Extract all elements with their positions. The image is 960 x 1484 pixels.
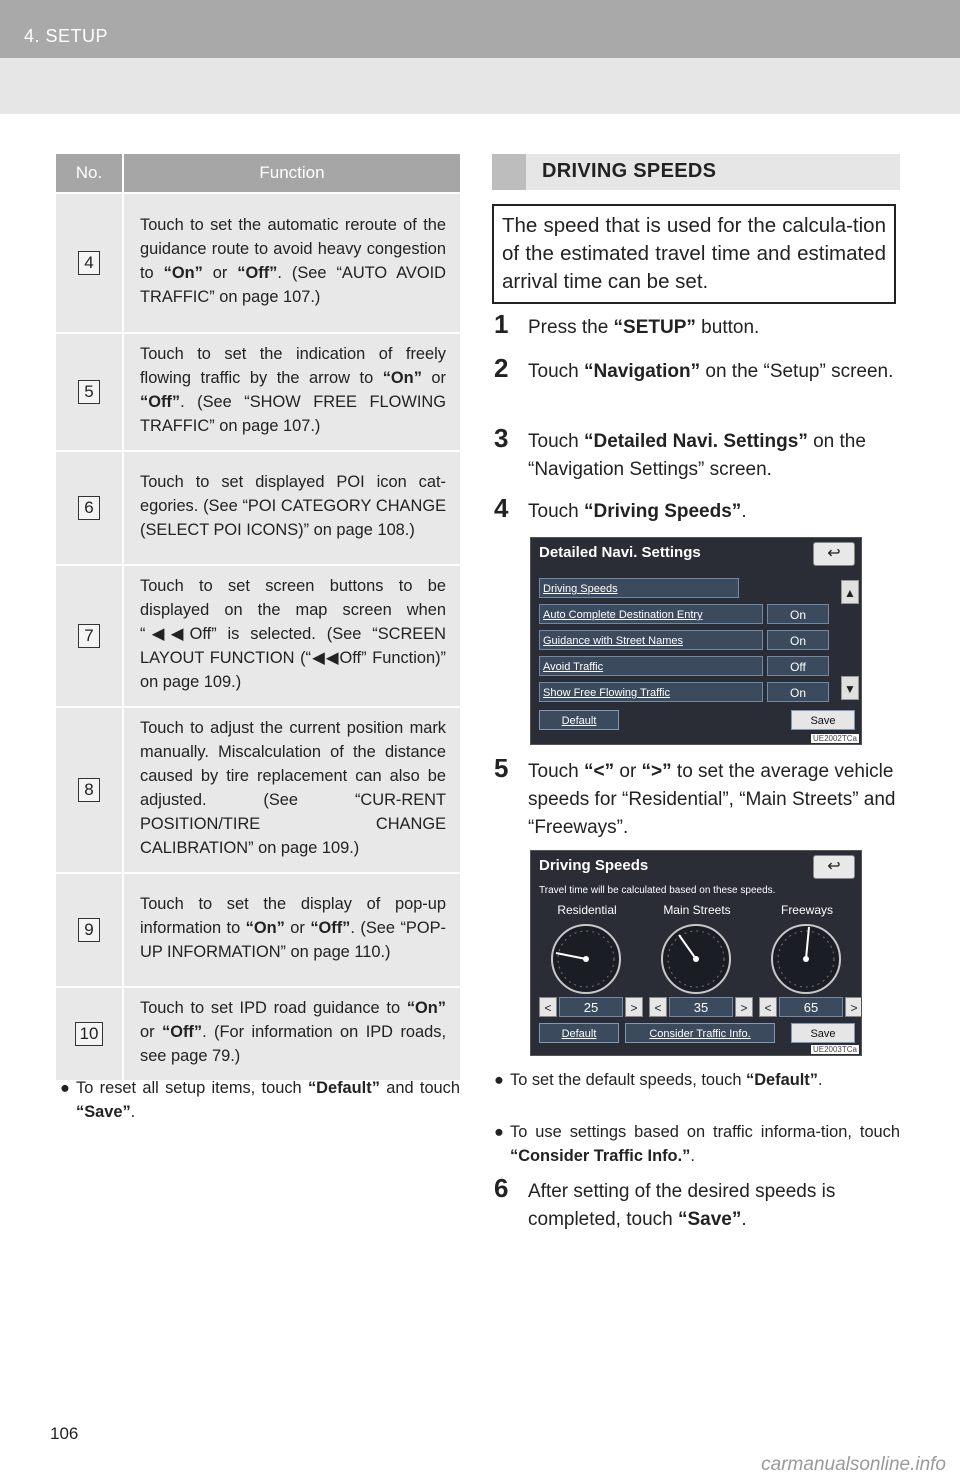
chevron-left-icon: < bbox=[654, 1001, 662, 1015]
main-streets-increase-button[interactable] bbox=[735, 997, 753, 1017]
avoid-traffic-button[interactable]: Avoid Traffic bbox=[539, 656, 763, 676]
main-streets-speedometer-icon bbox=[653, 919, 739, 995]
reset-note: ● To reset all setup items, touch “Default” and touch “Save”. bbox=[60, 1076, 460, 1124]
freeways-speed-control bbox=[759, 997, 862, 1017]
back-arrow-icon: ↩ bbox=[827, 545, 841, 562]
bullet-icon: ● bbox=[60, 1079, 70, 1097]
table-row bbox=[56, 987, 460, 1080]
main-streets-speed-control bbox=[649, 997, 753, 1017]
row-description: Touch to set screen buttons to be displayed on the map screen when “◀◀Off” is selected. (See “SCREEN LAYOUT FUNCTION (“◀◀Off” Function)” on page 109.) bbox=[123, 565, 460, 707]
scroll-down-button[interactable] bbox=[841, 676, 859, 700]
consider-traffic-info-button[interactable]: Consider Traffic Info. bbox=[625, 1023, 775, 1043]
col-no-header: No. bbox=[56, 154, 123, 193]
default-button[interactable]: Default bbox=[539, 1023, 619, 1043]
save-button[interactable]: Save bbox=[791, 1023, 855, 1043]
main-streets-label: Main Streets bbox=[663, 903, 731, 917]
main-streets-decrease-button[interactable] bbox=[649, 997, 667, 1017]
driving-speeds-button[interactable]: Driving Speeds bbox=[539, 578, 739, 598]
residential-decrease-button[interactable] bbox=[539, 997, 557, 1017]
function-table bbox=[56, 154, 460, 1080]
detailed-navi-settings-screen bbox=[530, 537, 862, 745]
screen-title: Detailed Navi. Settings bbox=[539, 544, 701, 561]
col-function-header: Function bbox=[123, 154, 460, 193]
row-number-box: 8 bbox=[78, 778, 100, 802]
table-row bbox=[56, 565, 460, 707]
row-description: Touch to set the automatic reroute of the guidance route to avoid heavy congestion to “On” or “Off”. (See “AUTO AVOID TRAFFIC” on page 107.) bbox=[123, 193, 460, 333]
screen-title: Driving Speeds bbox=[539, 857, 649, 874]
section-title: DRIVING SPEEDS bbox=[542, 160, 717, 182]
chevron-left-icon: < bbox=[544, 1001, 552, 1015]
table-row bbox=[56, 193, 460, 333]
free-flowing-traffic-value[interactable]: On bbox=[767, 682, 829, 702]
bullet-icon: ● bbox=[494, 1071, 504, 1089]
bullet-icon: ● bbox=[494, 1123, 504, 1141]
traffic-info-note: ● To use settings based on traffic informa-tion, touch “Consider Traffic Info.”. bbox=[494, 1120, 900, 1168]
residential-speedometer-icon bbox=[543, 919, 629, 995]
freeways-increase-button[interactable] bbox=[845, 997, 862, 1017]
screen-subtitle: Travel time will be calculated based on these speeds. bbox=[539, 885, 776, 896]
street-names-value[interactable]: On bbox=[767, 630, 829, 650]
chevron-right-icon: > bbox=[630, 1001, 638, 1015]
section-marker bbox=[492, 154, 526, 190]
main-streets-speed-value: 35 bbox=[669, 997, 733, 1017]
step-4: 4 Touch “Driving Speeds”. bbox=[494, 493, 747, 523]
residential-speed-control bbox=[539, 997, 643, 1017]
scroll-up-button[interactable] bbox=[841, 580, 859, 604]
step-1: 1 Press the “SETUP” button. bbox=[494, 309, 760, 339]
freeways-label: Freeways bbox=[780, 903, 833, 917]
row-description: Touch to set displayed POI icon cat-egories. (See “POI CATEGORY CHANGE (SELECT POI ICONS)” on page 108.) bbox=[123, 451, 460, 565]
default-button[interactable]: Default bbox=[539, 710, 619, 730]
page-header bbox=[0, 0, 960, 58]
back-button[interactable] bbox=[813, 855, 855, 879]
auto-complete-button[interactable]: Auto Complete Destination Entry bbox=[539, 604, 763, 624]
freeways-decrease-button[interactable] bbox=[759, 997, 777, 1017]
scroll-down-icon: ▼ bbox=[844, 682, 856, 696]
chevron-right-icon: > bbox=[850, 1001, 858, 1015]
residential-speed-value: 25 bbox=[559, 997, 623, 1017]
step-6: 6 After setting of the desired speeds is completed, touch “Save”. bbox=[494, 1173, 836, 1230]
row-description: Touch to set the indication of freely flowing traffic by the arrow to “On” or “Off”. (See “SHOW FREE FLOWING TRAFFIC” on page 107.) bbox=[123, 333, 460, 451]
chevron-right-icon: > bbox=[740, 1001, 748, 1015]
row-number-box: 10 bbox=[75, 1022, 103, 1046]
free-flowing-traffic-button[interactable]: Show Free Flowing Traffic bbox=[539, 682, 763, 702]
screen-code: UE2003TCa bbox=[812, 1045, 857, 1054]
scroll-up-icon: ▲ bbox=[844, 586, 856, 600]
back-button[interactable] bbox=[813, 542, 855, 566]
step-3: 3 Touch “Detailed Navi. Settings” on the “Navigation Settings” screen. bbox=[494, 423, 866, 480]
section-title-bar bbox=[492, 154, 900, 190]
freeways-speed-value: 65 bbox=[779, 997, 843, 1017]
row-description: Touch to set IPD road guidance to “On” or “Off”. (For information on IPD roads, see page 79.) bbox=[123, 987, 460, 1080]
header-band bbox=[0, 58, 960, 114]
auto-complete-value[interactable]: On bbox=[767, 604, 829, 624]
step-5: 5 Touch “<” or “>” to set the average vehicle speeds for “Residential”, “Main Streets” and “Freeways”. bbox=[494, 753, 896, 838]
table-row bbox=[56, 451, 460, 565]
back-arrow-icon: ↩ bbox=[827, 858, 841, 875]
step-2: 2 Touch “Navigation” on the “Setup” screen. bbox=[494, 353, 894, 383]
watermark: carmanualsonline.info bbox=[761, 1454, 946, 1475]
table-row bbox=[56, 873, 460, 987]
table-row bbox=[56, 707, 460, 873]
section-heading: 4. SETUP bbox=[24, 26, 109, 46]
street-names-button[interactable]: Guidance with Street Names bbox=[539, 630, 763, 650]
table-header-row bbox=[56, 154, 460, 193]
row-number-box: 7 bbox=[78, 624, 100, 648]
row-number-box: 4 bbox=[78, 251, 100, 275]
page-number: 106 bbox=[50, 1424, 79, 1443]
freeways-speedometer-icon bbox=[763, 919, 849, 995]
default-speeds-note: ● To set the default speeds, touch “Default”. bbox=[494, 1068, 900, 1092]
section-intro-box: The speed that is used for the calcula-tion of the estimated travel time and estimated arrival time can be set. bbox=[492, 204, 896, 304]
row-number-box: 9 bbox=[78, 918, 100, 942]
row-description: Touch to set the display of pop-up information to “On” or “Off”. (See “POP-UP INFORMATION” on page 110.) bbox=[123, 873, 460, 987]
avoid-traffic-value[interactable]: Off bbox=[767, 656, 829, 676]
residential-label: Residential bbox=[557, 903, 617, 917]
row-number-box: 5 bbox=[78, 380, 100, 404]
row-number-box: 6 bbox=[78, 496, 100, 520]
chevron-left-icon: < bbox=[764, 1001, 772, 1015]
row-description: Touch to adjust the current position mark manually. Miscalculation of the distance caused by tire replacement can also be adjusted. (See “CUR-RENT POSITION/TIRE CHANGE CALIBRATION” on page 109.) bbox=[123, 707, 460, 873]
driving-speeds-screen bbox=[530, 850, 862, 1056]
table-row bbox=[56, 333, 460, 451]
residential-increase-button[interactable] bbox=[625, 997, 643, 1017]
save-button[interactable]: Save bbox=[791, 710, 855, 730]
screen-code: UE2002TCa bbox=[812, 734, 857, 743]
